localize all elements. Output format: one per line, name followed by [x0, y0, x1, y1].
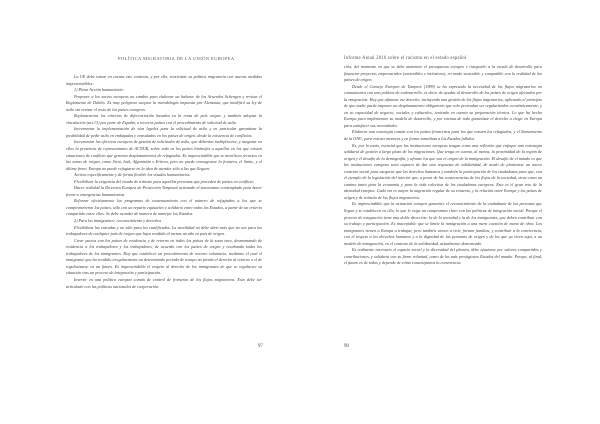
right-paragraph: Desde el Consejo Europeo de Tampere (1999) se ha expresado la necesidad de los flujos migratorios no comunitarios con una política de codesarrollo, es decir, de ayudar al desarrollo de los países de origen afectados por la emigración. Hay que afianzar ese derecho, incluyendo una gestión de los flujos migratorios, aplicando el principio de que nadie puede imponer un desplazamiento obligatorio que solo pretendan ser regularizados económicamente, y en su capacidad de negocio, sociales y culturales, teniendo en cuenta su preparación técnica. Lo que ha hecho Europa para implementar su modelo de desarrollo, y por encima de todo garantizar el derecho a elegir en Europa para satisfacer sus necesidades.	[344, 83, 542, 128]
left-paragraph: Incrementar la implementación de vías legales para la solicitud de asilo y en particular garantizar la posibilidad de pedir asilo en embajadas y consulados en los países de origen, desde la existencia de conflictos.	[66, 126, 262, 138]
left-paragraph: Crear pactos con los países de residencia y de retorno en todos los países de la zona euro, desmontando de residencia a los trabajadores y los trabajadores, de acuerdo con los países de origen y recabando todas los trabajadores de los inmigrantes. Hay que establecer un procedimiento de retorno voluntario, mediante el cual el inmigrante que ha residido irregularmente un determinado periodo de tiempo no pierda el derecho al retorno o el de regularizarse en un futuro. Es imprescindible el respeto al derecho de los inmigrantes de que se regularice su situación tras un proceso de integración y participación.	[66, 237, 263, 276]
left-paragraph: 2) Para los inmigrantes: reconocimiento y derechos	[74, 218, 162, 224]
left-body-text	[66, 74, 262, 290]
right-page	[300, 0, 600, 424]
left-running-head: POLÍTICA MIGRATORIA DE LA UNIÓN EUROPEA	[118, 56, 235, 61]
left-paragraph: Invertir en una política europea común de control de fronteras de los flujos migratorios. Esto debe ser articulado con las políticas nacionales de cooperación.	[66, 276, 262, 289]
right-page-number: 98	[344, 344, 349, 349]
left-paragraph: Incrementar los efectivos europeos de gestión de solicitudes de asilo, que deberían multiplicarse, y asegurar en ellos la presencia de representantes de ACNUR, sobre todo en los países limítrofes a aquellos en los que existen situaciones de conflicto que generan desplazamientos de refugiados. Es imprescindible que se movilicen recursos en las zonas de origen, como Siria, Irak, Afganistán o Eritrea, pero no puede consagrarse la frontera, el límite, y el último freno. Europa no puede refugiarse en la idea de atender sólo a las que lleguen.	[66, 139, 262, 171]
right-running-head: Informe Anual 2016 sobre el racismo en el estado español	[344, 56, 467, 61]
left-paragraph: Reforzar efectivamente los programas de reasentamiento con el número de refugiados a los que se comprometieron los países, sólo con un reparto equitativo y solidario entre todos los Estados, a partir de un criterio compartido entre ellos. Se debe acordar de manera de manejar los Estados.	[66, 198, 262, 217]
left-paragraph: Hacer realidad la Directiva Europea de Protección Temporal activando el mecanismo contemplado para hacer frente a emergencias humanitarias.	[66, 185, 262, 197]
left-paragraph: 1) Plena Acción humanitaria:	[74, 87, 125, 93]
left-paragraph: Replantearnos los criterios de diferenciación basados en la renta de país origen, y también adoptar la vinculación (art.13) por parte de España, a terceros países con el procedimiento de solicitud de asilo.	[66, 113, 262, 125]
right-paragraph: ción, del momento en que se debe aumentar el presupuesto europeo e integrarlo a la escala de desarrollo para financiar proyectos empresariales (sostenibles e inclusivos), en modo sostenible y compatible con la realidad de los países de origen.	[344, 64, 542, 83]
left-page-number: 97	[258, 344, 263, 349]
left-paragraph: Activar específicamente y de forma flexible los visados humanitarios.	[74, 172, 191, 178]
right-body-text	[344, 64, 542, 267]
right-paragraph: Es imprescindible que la actuación europea garantice el reconocimiento de la ciudadanía de las personas que llegan y se establecen en ella, lo que le exige un compromiso claro con las políticas de integración social. Porque el proceso de integración tiene una doble dirección: la de la sociedad y la de los inmigrantes, que deben contribuir con su trabajo y participación. Es inaceptable que se limite la inmigración a una mera cuestión de mano de obra. Los inmigrantes vienen a Europa a trabajar, pero también vienen a vivir, formar familias, y contribuir a la convivencia, con el respeto a los derechos humanos y a la dignidad de las personas de origen y de los que ya viven aquí, a un modelo de inmigración, en el contexto de la solidaridad, actualmente demostrado.	[344, 201, 542, 246]
left-paragraph: La UE debe tomar en cuenta este contexto, y por ello, reorientar su política migratoria con nuevas medidas imprescindibles:	[66, 74, 262, 86]
right-paragraph: Es realmente necesario el espacio social y la diversidad del planeta, debe ajustarse por valores compartidos y contribuciones, y solidaria con su firme voluntad, como de los más prestigiosos Estados del mundo. Porque, al final, el futuro es de todos y depende de cómo construyamos la convivencia.	[344, 247, 542, 266]
left-paragraph: Flexibilizar la exigencia del visado de tránsito para aquellas personas que proceden de países en conflicto.	[74, 178, 255, 184]
right-paragraph: Es, por lo tanto, esencial que las instituciones europeas tengan como una reflexión que enfoque una estrategia solidaria de gestión a largo plazo de los migraciones. Que tenga en cuenta, al menos, la proximidad de la región de origen y el desafío de la demografía, y afronte los que son el origen de la inmigración. El desafío de el mundo es que las instituciones europeas sean capaces de dar una respuesta de solidaridad, de modo de plantearse un nuevo contrato social para asegurar que los derechos humanos y también la participación de los ciudadanos para que, con el ejemplo de la legislación del interior que, a pesar de las consecuencias de los flujos de la sociedad, sirva como un camino tanto para la economía y para la vida colectiva de los ciudadanos europeos. Este es el gran reto de la identidad europea. Cada vez es mayor la migración regular de su contexto, y la relación entre Europa y los países de origen y de tránsito de los flujos migratorios.	[344, 142, 542, 200]
right-paragraph: Elaborar una estrategia común con los países fronterizos para los que existen los refugiados, y el llamamiento de la ONU, para extraer menores y en forma inmediata a los Estados fallidos.	[344, 129, 542, 142]
left-paragraph: Flexibilizar las entradas y no sólo para los cualificados. La movilidad no debe abrir más que no sea para los trabajadores de cualquier país de origen que haya residido al menos un año en país de origen.	[66, 224, 262, 237]
left-paragraph: Proponer a los socios europeos un cambio para elaborar un balance de los Acuerdos Schengen y revisar el Reglamento de Dublín. Es muy peligroso aceptar la metodología impuesta por Alemania, que modificó su ley de asilo sin revisar el resto de los países europeos.	[66, 93, 262, 112]
